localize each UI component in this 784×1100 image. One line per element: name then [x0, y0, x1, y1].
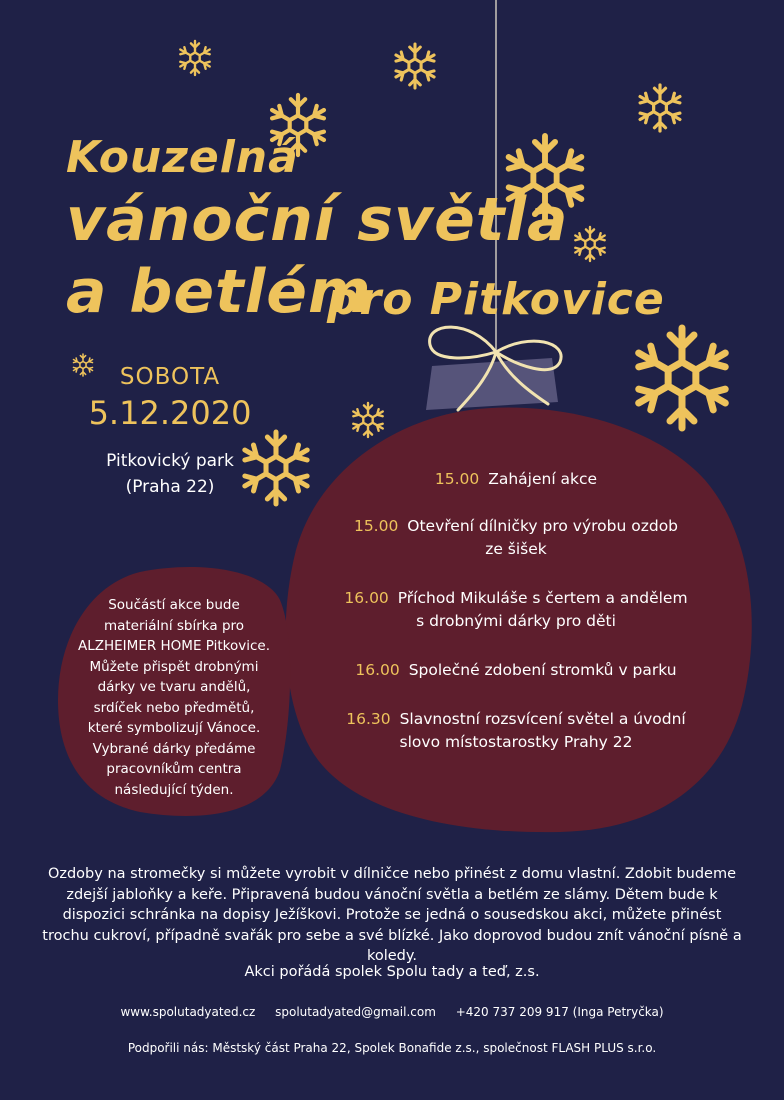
title-line-3: a betlém [66, 257, 372, 327]
program-text: Zahájení akce [488, 470, 598, 488]
program-time: 15.00 [353, 517, 399, 535]
snowflake-icon [178, 41, 212, 75]
snowflake-icon [633, 328, 732, 428]
venue-block [70, 448, 270, 500]
snowflake-icon [393, 44, 436, 88]
snowflake-icon [351, 403, 385, 437]
collection-text: Součástí akce bude materiální sbírka pro ALZHEIMER HOME Pitkovice. Můžete přispět drobnými dárky ve tvaru andělů, srdíček nebo předmětů, které symbolizují Vánoce. Vybrané dárky předáme pracovníkům centra následující týden. [78, 597, 271, 798]
program-text: Otevření dílničky pro výrobu ozdob ze šišek [407, 517, 679, 558]
title-line-2: vánoční světla [66, 185, 569, 255]
program-text: Příchod Mikuláše s čertem a andělem s drobnými dárky pro děti [397, 589, 688, 630]
program-text: Slavnostní rozsvícení světel a úvodní slovo místostarostky Prahy 22 [399, 710, 686, 751]
date-value: 5.12.2020 [88, 394, 252, 432]
venue-district: (Praha 22) [125, 477, 215, 497]
snowflake-icon [637, 85, 682, 131]
program-text: Společné zdobení stromků v parku [408, 661, 677, 679]
snowflake-icon [573, 227, 607, 261]
program-list [318, 468, 714, 754]
program-time: 16.30 [346, 710, 391, 728]
program-item [318, 659, 714, 682]
program-time: 16.00 [344, 589, 389, 607]
title-line-3-small: pro Pitkovice [327, 274, 665, 325]
program-item [318, 708, 714, 754]
venue-name: Pitkovický park [106, 451, 234, 471]
date-block [70, 364, 270, 432]
program-time: 15.00 [434, 470, 480, 488]
program-item [318, 587, 714, 633]
program-item [318, 515, 714, 561]
contacts-line [40, 1005, 744, 1019]
phone-number: +420 737 209 917 (Inga Petryčka) [455, 1005, 664, 1019]
supporters-line: Podpořili nás: Městský část Praha 22, Spolek Bonafide z.s., společnost FLASH PLUS s.r.o. [127, 1041, 657, 1055]
organizer-line: Akci pořádá spolek Spolu tady a teď, z.s. [244, 964, 540, 980]
info-paragraph: Ozdoby na stromečky si můžete vyrobit v dílničce nebo přinést z domu vlastní. Zdobit budeme zdejší jabloňky a keře. Připravená budou vánoční světla a betlém ze slámy. Dětem bude k dispozici schránka na dopisy Ježíškovi. Protože se jedná o sousedskou akci, můžete přinést trochu cukroví, případně svařák pro sebe a své blízké. Jako doprovod budou znít vánoční písně a koledy. [42, 866, 742, 964]
program-time: 16.00 [355, 661, 400, 679]
program-item [318, 468, 714, 491]
website-link[interactable]: www.spolutadyated.cz [120, 1005, 256, 1019]
email-link[interactable]: spolutadyated@gmail.com [275, 1005, 436, 1019]
title-line-1: Kouzelná [66, 132, 299, 183]
day-label: SOBOTA [119, 364, 221, 390]
